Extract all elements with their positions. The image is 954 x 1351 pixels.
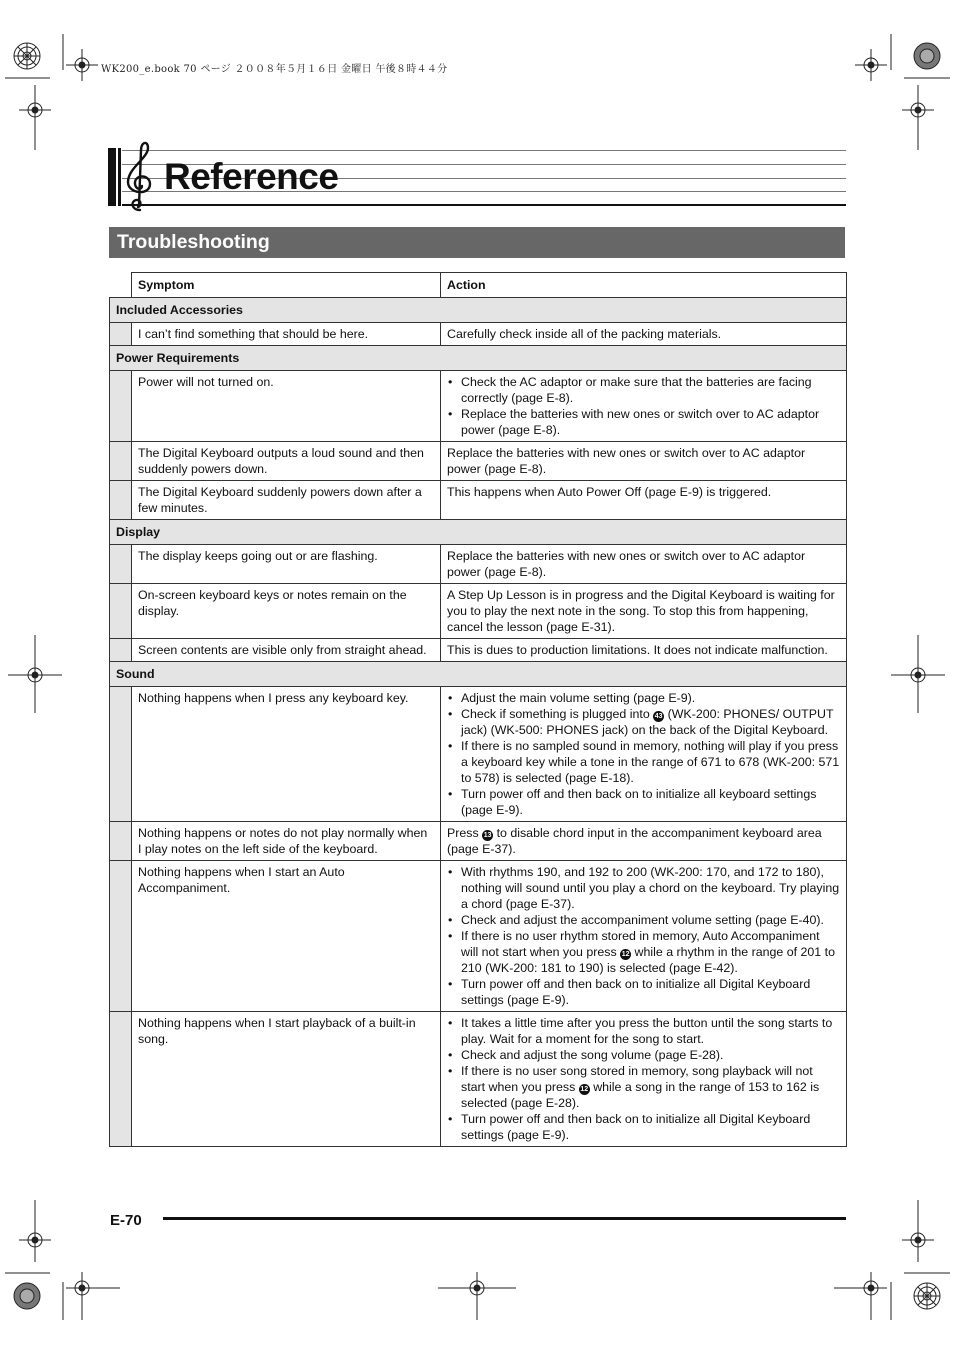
list-item: • If there is no sampled sound in memory, nothing will play if you press a keyboard key while a tone in the range of 671 to 678 (WK-200: 571 to 578) is selected (page E-18). [461, 738, 840, 786]
list-item: • Check and adjust the song volume (page E-28). [461, 1047, 840, 1063]
row-gutter [110, 481, 132, 520]
list-item: • Check the AC adaptor or make sure that the batteries are facing correctly (page E-8). [461, 374, 840, 406]
symptom-cell: The Digital Keyboard outputs a loud sound and then suddenly powers down. [132, 442, 441, 481]
table-row [110, 371, 847, 442]
action-text: If there is no user rhythm stored in memory, Auto Accompaniment will not start when you press [461, 929, 820, 959]
table-row [110, 1012, 847, 1147]
action-cell [441, 822, 847, 861]
section-title: Troubleshooting [117, 231, 270, 253]
row-gutter [110, 687, 132, 822]
action-text: (WK-200: PHONES/ OUTPUT jack) (WK-500: PHONES jack) on the back of the Digital Keyboard. [461, 707, 834, 737]
action-cell [441, 1012, 847, 1147]
list-item [461, 928, 840, 976]
header-thick-bar [108, 148, 116, 206]
list-item: • It takes a little time after you press the button until the song starts to play. Wait for a moment for the song to start. [461, 1015, 840, 1047]
category-row [110, 346, 847, 371]
symptom-cell: Screen contents are visible only from straight ahead. [132, 639, 441, 662]
chapter-title: Reference [164, 156, 339, 197]
table-row [110, 584, 847, 639]
button-number-icon: 13 [483, 832, 492, 839]
action-cell: Replace the batteries with new ones or switch over to AC adaptor power (page E-8). [441, 442, 847, 481]
action-text: Check if something is plugged into [461, 707, 654, 721]
category-name: Power Requirements [110, 346, 847, 371]
action-text: to disable chord input in the accompaniment keyboard area (page E-37). [447, 826, 822, 856]
action-text: If there is no user song stored in memory, song playback will not start when you press [461, 1064, 813, 1094]
symptom-cell: The display keeps going out or are flashing. [132, 545, 441, 584]
table-row [110, 442, 847, 481]
symptom-cell: Power will not turned on. [132, 371, 441, 442]
action-list [447, 374, 840, 438]
action-cell [441, 861, 847, 1012]
color-target-icon [14, 43, 40, 69]
list-item: • Replace the batteries with new ones or switch over to AC adaptor power (page E-8). [461, 406, 840, 438]
print-header: WK200_e.book 70 ページ ２００８年５月１６日 金曜日 午後８時４４分 [101, 64, 448, 75]
action-cell: This is dues to production limitations. It does not indicate malfunction. [441, 639, 847, 662]
row-gutter [110, 323, 132, 346]
action-cell: This happens when Auto Power Off (page E-9) is triggered. [441, 481, 847, 520]
button-number-icon: 43 [654, 713, 663, 720]
action-cell: Carefully check inside all of the packing materials. [441, 323, 847, 346]
action-text: while a song in the range of 153 to 162 is selected (page E-28). [461, 1080, 820, 1110]
list-item: • Check and adjust the accompaniment volume setting (page E-40). [461, 912, 840, 928]
category-name: Included Accessories [110, 298, 847, 323]
row-gutter [110, 584, 132, 639]
list-item: • Turn power off and then back on to initialize all Digital Keyboard settings (page E-9). [461, 976, 840, 1008]
symptom-column-header: Symptom [132, 273, 441, 298]
row-gutter [110, 822, 132, 861]
table-row [110, 639, 847, 662]
row-gutter [110, 371, 132, 442]
action-list [447, 690, 840, 818]
row-gutter [110, 442, 132, 481]
row-gutter [110, 639, 132, 662]
action-cell: A Step Up Lesson is in progress and the Digital Keyboard is waiting for you to play the next note in the song. To stop this from happening, cancel the lesson (page E-31). [441, 584, 847, 639]
action-text: while a rhythm in the range of 201 to 210 (WK-200: 181 to 190) is selected (page E-42). [461, 945, 835, 975]
table-body [110, 298, 847, 1147]
table-row [110, 323, 847, 346]
section-title-bar [109, 227, 845, 258]
treble-clef-icon [120, 140, 156, 212]
table-row [110, 687, 847, 822]
crosshair-mark-top-left [66, 49, 98, 81]
row-gutter [110, 1012, 132, 1147]
list-item: • Turn power off and then back on to initialize all keyboard settings (page E-9). [461, 786, 840, 818]
action-text: Press [447, 826, 483, 840]
chapter-header [108, 148, 846, 208]
table-header-row [110, 273, 847, 298]
list-item: • Turn power off and then back on to initialize all Digital Keyboard settings (page E-9). [461, 1111, 840, 1143]
table-row [110, 822, 847, 861]
symptom-cell: The Digital Keyboard suddenly powers down after a few minutes. [132, 481, 441, 520]
page-number: E-70 [110, 1212, 142, 1229]
category-name: Display [110, 520, 847, 545]
symptom-cell: Nothing happens when I press any keyboard key. [132, 687, 441, 822]
list-item [461, 1063, 840, 1111]
action-list [447, 864, 840, 1008]
category-row [110, 298, 847, 323]
troubleshooting-table [109, 272, 847, 1147]
category-name: Sound [110, 662, 847, 687]
symptom-cell: Nothing happens when I start playback of a built-in song. [132, 1012, 441, 1147]
list-item [461, 706, 840, 738]
footer-rule [163, 1217, 846, 1220]
list-item: • Adjust the main volume setting (page E-9). [461, 690, 840, 706]
row-gutter [110, 861, 132, 1012]
action-cell: Replace the batteries with new ones or switch over to AC adaptor power (page E-8). [441, 545, 847, 584]
table-row [110, 545, 847, 584]
symptom-cell: Nothing happens or notes do not play normally when I play notes on the left side of the keyboard. [132, 822, 441, 861]
symptom-cell: On-screen keyboard keys or notes remain on the display. [132, 584, 441, 639]
action-column-header: Action [441, 273, 847, 298]
table-row [110, 861, 847, 1012]
table-row [110, 481, 847, 520]
symptom-cell: Nothing happens when I start an Auto Accompaniment. [132, 861, 441, 1012]
action-cell [441, 687, 847, 822]
action-cell [441, 371, 847, 442]
category-row [110, 520, 847, 545]
button-number-icon: 12 [621, 951, 630, 958]
button-number-icon: 12 [580, 1086, 589, 1093]
action-list [447, 1015, 840, 1143]
row-gutter [110, 545, 132, 584]
list-item: • With rhythms 190, and 192 to 200 (WK-200: 170, and 172 to 180), nothing will sound until you play a chord on the keyboard. Try playing a chord (page E-37). [461, 864, 840, 912]
symptom-cell: I can’t find something that should be here. [132, 323, 441, 346]
category-row [110, 662, 847, 687]
